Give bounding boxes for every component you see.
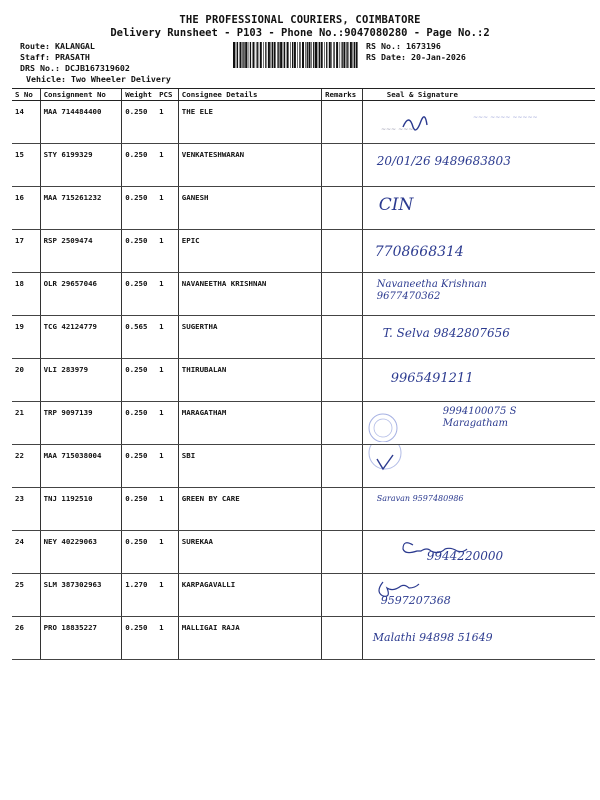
cell-weight: 0.250 (122, 144, 156, 187)
cell-pcs: 1 (156, 273, 178, 316)
cell-consignee: GREEN BY CARE (178, 488, 321, 531)
cell-weight: 0.565 (122, 316, 156, 359)
cell-consignment: TCG 42124779 (40, 316, 122, 359)
cell-weight: 0.250 (122, 359, 156, 402)
table-header-row (12, 89, 595, 101)
table-row (12, 187, 595, 230)
table-row (12, 488, 595, 531)
cell-sno: 23 (12, 488, 40, 531)
cell-sno: 24 (12, 531, 40, 574)
cell-consignee: MALLIGAI RAJA (178, 617, 321, 660)
header-consignment: Consignment No (40, 89, 122, 101)
table-row (12, 359, 595, 402)
cell-remarks (322, 144, 363, 187)
runsheet-meta-right (366, 41, 466, 63)
cell-sno: 25 (12, 574, 40, 617)
cell-consignment: MAA 715261232 (40, 187, 122, 230)
barcode-icon (233, 42, 358, 68)
cell-remarks (322, 445, 363, 488)
cell-signature (362, 617, 595, 660)
cell-pcs: 1 (156, 144, 178, 187)
cell-consignee: MARAGATHAM (178, 402, 321, 445)
cell-pcs: 1 (156, 187, 178, 230)
cell-signature (362, 488, 595, 531)
cell-signature (362, 187, 595, 230)
header-pcs: PCS (156, 89, 178, 101)
cell-weight: 1.270 (122, 574, 156, 617)
cell-weight: 0.250 (122, 402, 156, 445)
signature-text: 9597207368 (380, 594, 451, 607)
cell-consignee: THIRUBALAN (178, 359, 321, 402)
cell-signature (362, 445, 595, 488)
rs-date-label: RS Date: 20-Jan-2026 (366, 52, 466, 62)
cell-consignment: MAA 714484400 (40, 101, 122, 144)
drs-label: DRS No.: DCJB167319602 (20, 63, 130, 73)
table-row (12, 144, 595, 187)
cell-sno: 21 (12, 402, 40, 445)
cell-signature (362, 144, 595, 187)
cell-weight: 0.250 (122, 273, 156, 316)
cell-sno: 14 (12, 101, 40, 144)
rs-number-label: RS No.: 1673196 (366, 41, 441, 51)
cell-signature (362, 402, 595, 445)
cell-remarks (322, 101, 363, 144)
cell-weight: 0.250 (122, 531, 156, 574)
runsheet-subtitle: Delivery Runsheet - P103 - Phone No.:9047080280 - Page No.:2 (110, 27, 490, 39)
cell-signature (362, 316, 595, 359)
cell-consignee: THE ELE (178, 101, 321, 144)
signature-text: CIN (378, 195, 414, 215)
table-row (12, 617, 595, 660)
cell-weight: 0.250 (122, 488, 156, 531)
cell-pcs: 1 (156, 316, 178, 359)
cell-remarks (322, 488, 363, 531)
signature-text: 9965491211 (390, 371, 474, 386)
vehicle-label: Vehicle: Two Wheeler Delivery (26, 74, 171, 84)
cell-sno: 22 (12, 445, 40, 488)
stamp-icon (363, 402, 423, 442)
cell-pcs: 1 (156, 617, 178, 660)
cell-remarks (322, 187, 363, 230)
cell-remarks (322, 359, 363, 402)
cell-consignment: PRO 18835227 (40, 617, 122, 660)
cell-pcs: 1 (156, 574, 178, 617)
cell-sno: 20 (12, 359, 40, 402)
cell-pcs: 1 (156, 101, 178, 144)
table-row (12, 402, 595, 445)
cell-pcs: 1 (156, 230, 178, 273)
header-remarks: Remarks (322, 89, 363, 101)
cell-consignment: NEY 40229063 (40, 531, 122, 574)
cell-pcs: 1 (156, 531, 178, 574)
cell-pcs: 1 (156, 488, 178, 531)
runsheet-table (12, 88, 595, 660)
cell-pcs: 1 (156, 402, 178, 445)
cell-consignment: OLR 29657046 (40, 273, 122, 316)
signature-text: 9994100075 S Maragatham (442, 406, 517, 429)
cell-signature (362, 101, 595, 144)
cell-weight: 0.250 (122, 187, 156, 230)
table-row (12, 230, 595, 273)
cell-consignment: TRP 9097139 (40, 402, 122, 445)
staff-label: Staff: PRASATH (20, 52, 90, 62)
runsheet-meta-left (20, 41, 171, 85)
header-consignee: Consignee Details (178, 89, 321, 101)
cell-consignment: RSP 2509474 (40, 230, 122, 273)
table-row (12, 316, 595, 359)
cell-sno: 16 (12, 187, 40, 230)
signature-text: 7708668314 (374, 244, 464, 260)
signature-text: 20/01/26 9489683803 (376, 154, 511, 168)
cell-remarks (322, 402, 363, 445)
cell-remarks (322, 230, 363, 273)
stamp-icon (363, 101, 583, 141)
signature-text: 9944220000 (426, 549, 504, 563)
cell-remarks (322, 316, 363, 359)
table-row (12, 273, 595, 316)
cell-sno: 26 (12, 617, 40, 660)
cell-consignment: SLM 387302963 (40, 574, 122, 617)
cell-sno: 17 (12, 230, 40, 273)
cell-signature (362, 230, 595, 273)
cell-consignee: KARPAGAVALLI (178, 574, 321, 617)
route-label: Route: KALANGAL (20, 41, 95, 51)
cell-consignee: SBI (178, 445, 321, 488)
cell-remarks (322, 617, 363, 660)
cell-pcs: 1 (156, 359, 178, 402)
header-signature: Seal & Signature (362, 89, 595, 101)
cell-pcs: 1 (156, 445, 178, 488)
cell-consignee: SUGERTHA (178, 316, 321, 359)
cell-sno: 19 (12, 316, 40, 359)
document-title: THE PROFESSIONAL COURIERS, COIMBATORE (179, 14, 421, 26)
cell-consignee: GANESH (178, 187, 321, 230)
cell-consignment: VLI 283979 (40, 359, 122, 402)
cell-consignment: TNJ 1192510 (40, 488, 122, 531)
cell-consignment: STY 6199329 (40, 144, 122, 187)
stamp-icon (363, 445, 443, 485)
table-row (12, 101, 595, 144)
cell-remarks (322, 273, 363, 316)
svg-text:~~~ ~~~: ~~~ ~~~ (380, 126, 414, 133)
table-row (12, 531, 595, 574)
cell-consignee: SUREKAA (178, 531, 321, 574)
cell-weight: 0.250 (122, 617, 156, 660)
cell-remarks (322, 531, 363, 574)
cell-signature (362, 359, 595, 402)
cell-signature (362, 574, 595, 617)
table-row (12, 445, 595, 488)
signature-text: Malathi 94898 51649 (372, 631, 493, 644)
cell-weight: 0.250 (122, 101, 156, 144)
cell-signature (362, 273, 595, 316)
cell-weight: 0.250 (122, 445, 156, 488)
table-row (12, 574, 595, 617)
cell-consignment: MAA 715038004 (40, 445, 122, 488)
signature-text: Saravan 9597480986 (376, 494, 464, 503)
svg-text:~~~ ~~~~ ~~~~~: ~~~ ~~~~ ~~~~~ (472, 114, 538, 121)
cell-consignee: EPIC (178, 230, 321, 273)
cell-consignee: NAVANEETHA KRISHNAN (178, 273, 321, 316)
header-sno: S No (12, 89, 40, 101)
header-weight: Weight (122, 89, 156, 101)
cell-sno: 18 (12, 273, 40, 316)
signature-text: T. Selva 9842807656 (382, 326, 510, 340)
cell-consignee: VENKATESHWARAN (178, 144, 321, 187)
cell-weight: 0.250 (122, 230, 156, 273)
cell-remarks (322, 574, 363, 617)
cell-signature (362, 531, 595, 574)
signature-text: Navaneetha Krishnan 9677470362 (376, 279, 487, 302)
cell-sno: 15 (12, 144, 40, 187)
